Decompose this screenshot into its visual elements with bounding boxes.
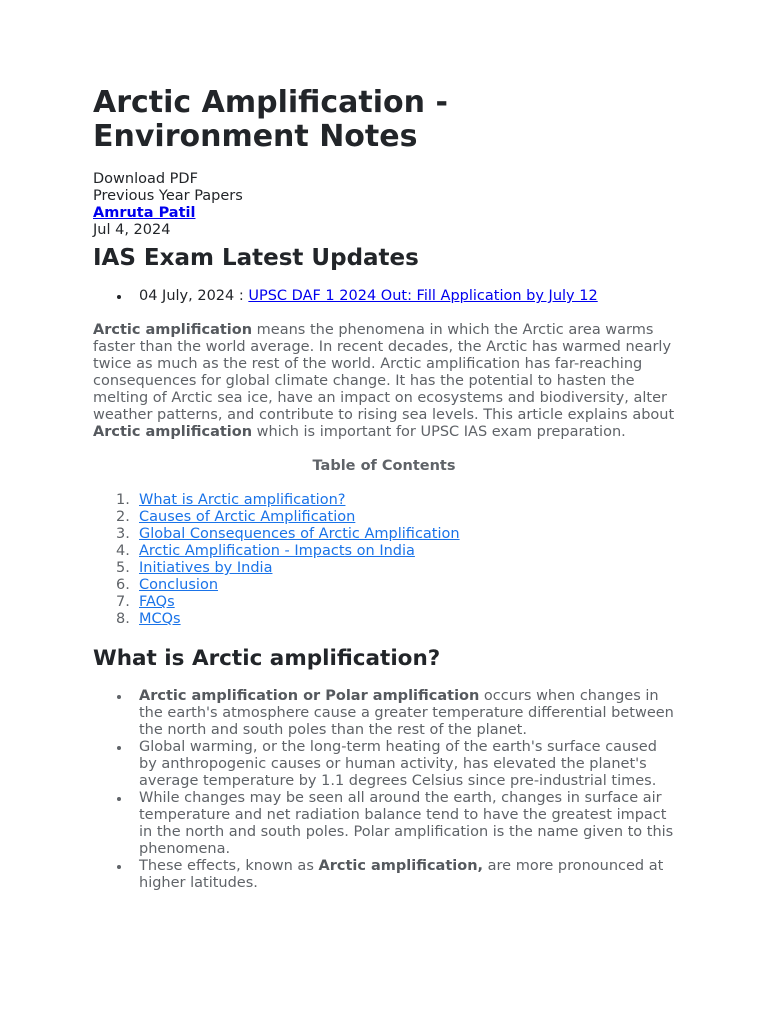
toc-link-faqs[interactable]: FAQs [139,594,175,610]
intro-paragraph [93,322,678,441]
list-item [139,739,679,790]
toc-link-impacts-india[interactable]: Arctic Amplification - Impacts on India [139,543,415,559]
toc-list [93,492,675,628]
toc-link-conclusion[interactable]: Conclusion [139,577,219,593]
toc-link-what-is[interactable]: What is Arctic amplification? [139,492,346,508]
toc-link-global-consequences[interactable]: Global Consequences of Arctic Amplification [139,526,460,542]
update-date: 04 July, 2024 : [139,288,249,304]
update-link[interactable]: UPSC DAF 1 2024 Out: Fill Application by July 12 [248,288,598,304]
toc-link-causes[interactable]: Causes of Arctic Amplification [139,509,356,525]
point-bold: Arctic amplification, [318,858,484,874]
point-bold: Arctic amplification or Polar amplification [139,688,480,704]
list-item [139,688,679,739]
section-heading: What is Arctic amplification? [93,646,441,671]
toc-link-mcqs[interactable]: MCQs [139,611,181,627]
toc-item [139,492,675,509]
intro-text-2: which is important for UPSC IAS exam preparation. [252,424,626,440]
page-title: Arctic Amplification - Environment Notes [93,85,448,154]
previous-year-papers-link[interactable]: Previous Year Papers [93,188,243,204]
point-text: Global warming, or the long-term heating of the earth's surface caused by anthropogenic causes or human activity, has elevated the planet's average temperature by 1.1 degrees Celsius since pre-industrial times. [139,739,657,789]
publish-date: Jul 4, 2024 [93,222,171,238]
section-points [93,688,679,892]
point-text: While changes may be seen all around the earth, changes in surface air temperature and net radiation balance tend to have the greatest impact in the north and south poles. Polar amplification is the name given to this phenomena. [139,790,674,857]
intro-text-1: means the phenomena in which the Arctic area warms faster than the world average. In recent decades, the Arctic has warmed nearly twice as much as the rest of the world. Arctic amplification has far-reaching consequences for global climate change. It has the potential to hasten the melting of Arctic sea ice, have an impact on ecosystems and biodiversity, alter weather patterns, and contribute to rising sea levels. This article explains about [93,322,675,423]
toc-item [139,543,675,560]
toc-item [139,611,675,628]
intro-term-2: Arctic amplification [93,424,253,440]
article-meta [93,171,675,239]
toc-item [139,526,675,543]
intro-term: Arctic amplification [93,322,253,338]
toc-item [139,577,675,594]
list-item [139,790,679,858]
toc-title: Table of Contents [312,458,456,474]
list-item [139,858,679,892]
point-text-after: are more pronounced at higher latitudes. [139,858,664,891]
toc-item [139,509,675,526]
toc-item [139,560,675,577]
toc-item [139,594,675,611]
point-text: occurs when changes in the earth's atmosphere cause a greater temperature differential between the north and south poles than the rest of the planet. [139,688,674,738]
updates-list [93,288,675,305]
download-pdf-link[interactable]: Download PDF [93,171,198,187]
update-item [139,288,675,305]
point-text: These effects, known as [139,858,319,874]
updates-heading: IAS Exam Latest Updates [93,245,419,271]
author-link[interactable]: Amruta Patil [93,205,196,221]
toc-link-initiatives[interactable]: Initiatives by India [139,560,273,576]
